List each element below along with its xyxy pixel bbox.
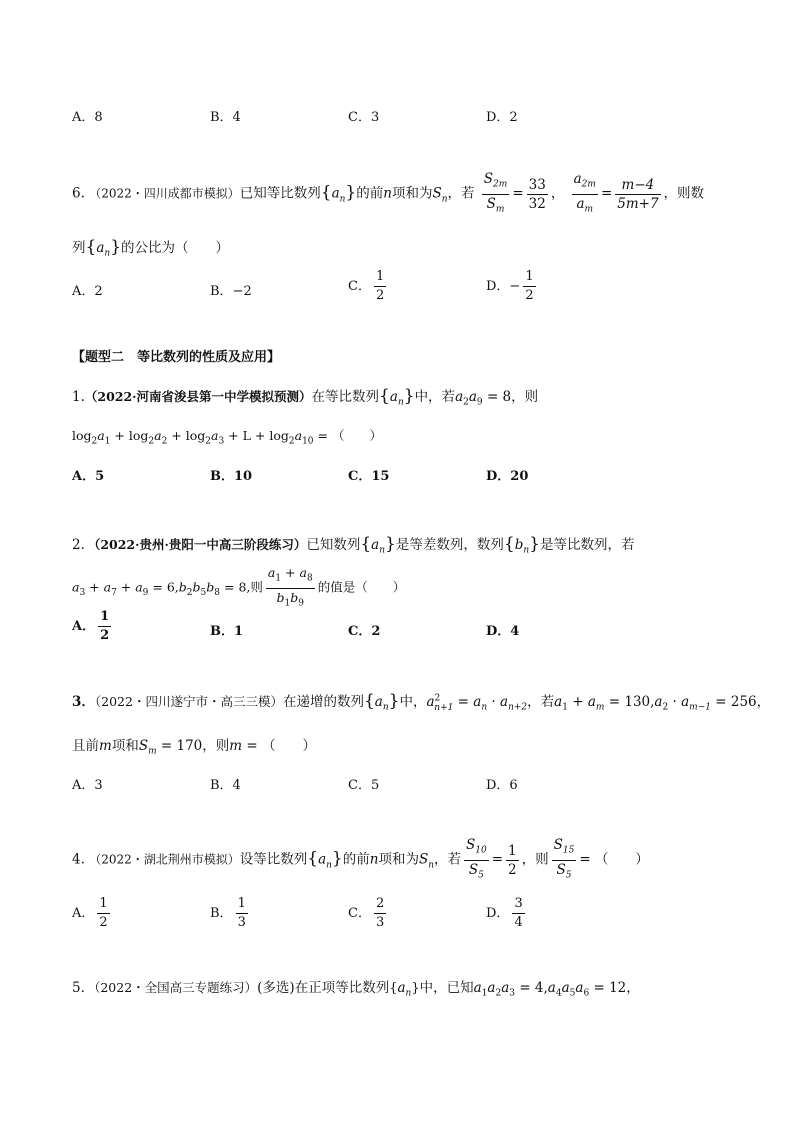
q3-text: = 256， <box>715 694 771 710</box>
q6-text: ，若 <box>447 185 475 202</box>
option-label: D． <box>486 906 510 921</box>
q4-fraction-s10-s5: $\frac{S_{10}}{S_5}$ <box>466 837 487 881</box>
q3-line1: 3．（2022・四川遂宁市・高三三模）在递增的数列$\{a_n\}$中，$a^2_{n+1} = a_n \cdot a_{n+2}$，若$a_1 + a_m = 130,a_2 \cdot a_{m-1} = 256$， <box>72 691 771 713</box>
q1-expression: $\log_2a_1 + \log_2a_2 + \log_2a_3 + L + \log_2a_{10}$ = （ ） <box>72 428 382 447</box>
q5-text: 中，已知 <box>419 980 474 996</box>
q4-text: 项和为 <box>378 851 419 868</box>
q5-number: 5． <box>72 980 95 996</box>
q2-source: （2022·贵州·贵阳一中高三阶段练习） <box>94 537 307 552</box>
q1-number: 1. <box>72 389 85 405</box>
q3-text: 在递增的数列 <box>282 694 364 710</box>
q2-option-b: B．1 <box>210 624 244 639</box>
q6-text: 项和为 <box>391 185 433 202</box>
q3-source: （2022・四川遂宁市・高三三模） <box>94 694 283 709</box>
q4-text: ，则 <box>521 851 549 868</box>
q6-fraction-a2m-am: $\frac{a_{2m}}{a_m}$ <box>573 171 596 215</box>
q3-text: = 130, <box>608 694 655 710</box>
q4-text: = <box>491 851 504 868</box>
q2-text: 则 <box>250 579 263 595</box>
q4-option-a: A． $\frac{1}{2}$ <box>72 896 108 930</box>
prev-option-b: B．4 <box>210 110 241 125</box>
q3-text: ，则 <box>202 738 230 754</box>
q3-text: = （ ） <box>246 738 316 754</box>
q6-option-b: B．−2 <box>210 284 252 299</box>
q4-text: 设等比数列 <box>239 851 308 868</box>
section-title: 【题型二 等比数列的性质及应用】 <box>72 350 281 365</box>
q6-option-c: C． $\frac{1}{2}$ <box>348 269 385 303</box>
q1-option-d: D．20 <box>486 469 529 484</box>
q4-fraction-half: $\frac{1}{2}$ <box>508 842 517 878</box>
q6-fraction-s2m-sm: $\frac{S_{2m}}{S_m}$ <box>483 171 508 215</box>
q4-text: ，若 <box>434 851 461 868</box>
q2-text: = 6, <box>152 579 179 595</box>
q4-line1: 4. （2022・湖北荆州市模拟）设等比数列$\{a_n\}$的前n项和为$S_n$，若 $\frac{S_{10}}{S_5}$ = $\frac{1}{2}$ ，则 $\frac{S_{15}}{S_5}$ = （ ） <box>72 836 649 887</box>
q5-text: = 12， <box>593 980 640 996</box>
q6-fraction-33-32: $\frac{33}{32}$ <box>528 176 546 212</box>
prev-option-c: C．3 <box>348 110 380 125</box>
q6-text: 已知等比数列 <box>239 185 321 202</box>
q1-text: = 8 <box>486 389 512 405</box>
q2-option-a: A． $\frac{1}{2}$ <box>72 609 110 643</box>
q1-source: （2022·河南省浚县第一中学模拟预测） <box>84 389 312 404</box>
q4-option-d: D． $\frac{3}{4}$ <box>486 896 523 930</box>
q1-text: 中，若 <box>414 389 456 405</box>
q1-option-a: A．5 <box>72 469 105 484</box>
q3-option-c: C．5 <box>348 778 380 793</box>
q6-line1: 6. （2022・四川成都市模拟）已知等比数列$\{a_n\}$的前n项和为$S_n$，若 $\frac{S_{2m}}{S_m}$ = $\frac{33}{32}$ ， $\frac{a_{2m}}{a_m}$ = $\frac{m-4}{5m+7}$ ，则数 <box>72 170 704 221</box>
option-label: A． <box>72 906 95 921</box>
q2-line2: $a_3 + a_7 + a_9 = 6,b_2b_5b_8 = 8$,则 $\frac{a_1 + a_8}{b_1b_9}$ 的值是（ ） <box>72 564 405 612</box>
q3-text: ，若 <box>527 694 555 710</box>
q3-option-d: D．6 <box>486 778 518 793</box>
q3-text: 项和 <box>111 738 139 754</box>
q3-option-a: A．3 <box>72 778 103 793</box>
q6-text: 列 <box>72 240 86 256</box>
q2-option-c: C．2 <box>348 624 381 639</box>
option-label: C． <box>348 906 371 921</box>
q5-text: = 4, <box>519 980 548 996</box>
option-label: C． <box>348 279 371 294</box>
q2-text: 是等比数列，若 <box>539 537 635 553</box>
q1-text: ，则 <box>511 389 539 405</box>
q3-option-b: B．4 <box>210 778 241 793</box>
q6-number: 6. <box>72 185 85 202</box>
q3-text: 且前 <box>72 738 99 754</box>
q2-text: 已知数列 <box>306 537 361 553</box>
prev-option-d: D．2 <box>486 110 518 125</box>
q2-text: = 8, <box>224 579 251 595</box>
q6-text: 的前 <box>356 185 384 202</box>
q1-text: = （ ） <box>317 428 382 443</box>
q4-source: （2022・湖北荆州市模拟） <box>89 852 240 867</box>
q2-fraction: $\frac{a_1 + a_8}{b_1b_9}$ <box>267 565 313 608</box>
q2-option-d: D．4 <box>486 624 520 639</box>
q3-text: 中， <box>399 694 427 710</box>
q4-option-c: C． $\frac{2}{3}$ <box>348 896 385 930</box>
q6-text: 的公比为（ ） <box>121 240 230 256</box>
q6-text: ，则数 <box>663 185 705 202</box>
option-label: D．− <box>486 279 521 294</box>
q3-text: = 170 <box>160 738 203 754</box>
q4-text: 的前 <box>342 851 370 868</box>
q6-source: （2022・四川成都市模拟） <box>89 186 240 201</box>
option-label: A． <box>72 619 96 634</box>
q6-fraction-m: $\frac{m-4}{5m+7}$ <box>617 176 659 212</box>
q4-number: 4. <box>72 851 85 868</box>
q3-number: 3． <box>72 694 95 710</box>
q6-line2: 列$\{a_n\}$的公比为（ ） <box>72 237 230 259</box>
q5-line1: 5．（2022・全国高三专题练习）(多选)在正项等比数列$\{a_n\}$中，已知$a_1a_2a_3 = 4,a_4a_5a_6 = 12$， <box>72 980 640 999</box>
q6-text: ， <box>550 185 565 202</box>
q1-line1: 1.（2022·河南省浚县第一中学模拟预测）在等比数列$\{a_n\}$中，若$a_2a_9 = 8$，则 <box>72 386 539 408</box>
q1-option-c: C．15 <box>348 469 390 484</box>
q6-option-d: D．− $\frac{1}{2}$ <box>486 269 534 303</box>
q1-option-b: B．10 <box>210 469 253 484</box>
q4-option-b: B． $\frac{1}{3}$ <box>210 896 246 930</box>
prev-option-a: A．8 <box>72 110 103 125</box>
q6-option-a: A．2 <box>72 284 103 299</box>
q5-source: （2022・全国高三专题练习） <box>94 980 258 995</box>
q4-text: = （ ） <box>579 851 649 868</box>
q2-text: 的值是（ ） <box>317 579 406 595</box>
q1-text: 在等比数列 <box>311 389 380 405</box>
q3-line2: 且前m项和$S_m = 170$，则m = （ ） <box>72 738 316 757</box>
q5-text: (多选)在正项等比数列 <box>257 980 390 996</box>
q2-number: 2． <box>72 537 95 553</box>
q2-line1: 2．（2022·贵州·贵阳一中高三阶段练习）已知数列$\{a_n\}$是等差数列，数列$\{b_n\}$是等比数列，若 <box>72 534 635 556</box>
q4-fraction-s15-s5: $\frac{S_{15}}{S_5}$ <box>553 837 575 881</box>
option-label: B． <box>210 906 233 921</box>
q2-text: 是等差数列，数列 <box>395 537 504 553</box>
